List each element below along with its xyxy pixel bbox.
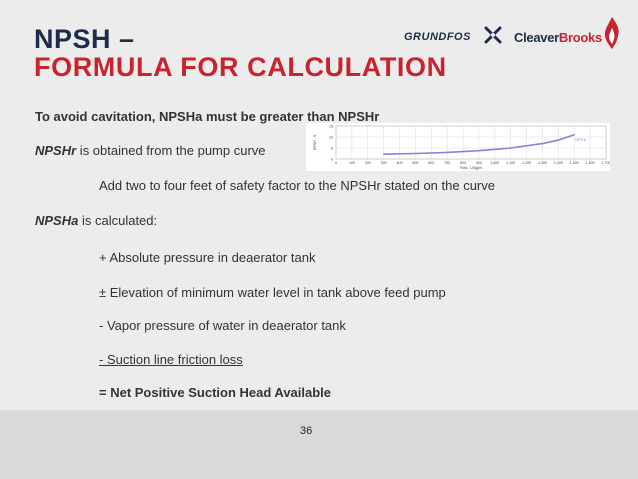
chart-y-tick-label: 10 bbox=[329, 135, 333, 140]
formula-item-elevation: ± Elevation of minimum water level in tank above feed pump bbox=[99, 285, 446, 300]
grundfos-x-icon bbox=[484, 26, 502, 44]
chart-point bbox=[478, 150, 479, 151]
chart-x-axis-label: Flow - USgpm bbox=[459, 166, 483, 170]
chart-x-tick-label: 900 bbox=[475, 161, 482, 165]
chart-x-tick-label: 0 bbox=[335, 161, 337, 165]
chart-point bbox=[447, 152, 448, 153]
brooks-text: Brooks bbox=[558, 30, 602, 45]
chart-y-tick-label: 0 bbox=[331, 157, 333, 162]
chart-x-tick-label: 100 bbox=[348, 161, 355, 165]
chart-x-tick-label: 1,500 bbox=[569, 161, 579, 165]
chart-point bbox=[558, 139, 559, 140]
npshr-line bbox=[35, 143, 266, 158]
chart-point bbox=[383, 154, 384, 155]
chart-plot-area bbox=[336, 126, 606, 159]
chart-x-tick-label: 600 bbox=[428, 161, 435, 165]
slide-title-line1: NPSH – bbox=[34, 24, 135, 54]
formula-result-npsha: = Net Positive Suction Head Available bbox=[99, 385, 332, 400]
cleaver-text: Cleaver bbox=[514, 30, 559, 45]
chart-x-tick-label: 1,400 bbox=[553, 161, 563, 165]
chart-x-tick-label: 400 bbox=[396, 161, 403, 165]
chart-x-tick-label: 1,700 bbox=[601, 161, 610, 165]
formula-item-vapor-pressure: - Vapor pressure of water in deaerator tank bbox=[99, 318, 346, 333]
chart-x-tick-label: 1,600 bbox=[585, 161, 595, 165]
slide-title-line2: FORMULA FOR CALCULATION bbox=[34, 52, 447, 82]
npsha-rest: is calculated: bbox=[78, 213, 158, 228]
npshr-rest: is obtained from the pump curve bbox=[76, 143, 266, 158]
chart-x-tick-label: 1,000 bbox=[490, 161, 500, 165]
page-number: 36 bbox=[300, 425, 313, 437]
chart-y-axis-label: NPSH - ft bbox=[313, 134, 317, 151]
grundfos-logo: GRUNDFOS bbox=[404, 31, 471, 43]
npshr-term: NPSHr bbox=[35, 143, 77, 158]
formula-item-absolute-pressure: + Absolute pressure in deaerator tank bbox=[99, 250, 316, 265]
chart-x-tick-label: 500 bbox=[412, 161, 419, 165]
chart-x-tick-label: 800 bbox=[460, 161, 467, 165]
flame-icon bbox=[602, 16, 622, 50]
safety-factor-text: Add two to four feet of safety factor to the NPSHr stated on the curve bbox=[99, 178, 495, 193]
formula-item-friction-loss: - Suction line friction loss bbox=[99, 352, 243, 367]
chart-x-tick-label: 300 bbox=[380, 161, 387, 165]
heading-text: To avoid cavitation, NPSHa must be greater than NPSHr bbox=[35, 109, 380, 124]
npsh-pump-curve-chart bbox=[306, 123, 610, 171]
npsha-term: NPSHa bbox=[35, 213, 79, 228]
chart-x-tick-label: 1,100 bbox=[506, 161, 516, 165]
chart-point bbox=[574, 134, 575, 135]
cleaverbrooks-logo bbox=[514, 30, 602, 45]
footer-band bbox=[0, 410, 638, 479]
chart-y-tick-label: 15 bbox=[329, 124, 333, 129]
chart-x-tick-label: 1,200 bbox=[522, 161, 532, 165]
chart-x-tick-label: 200 bbox=[364, 161, 371, 165]
chart-series-label: NPSHr bbox=[575, 137, 586, 142]
chart-x-tick-label: 1,300 bbox=[537, 161, 547, 165]
chart-point bbox=[542, 143, 543, 144]
chart-point bbox=[510, 147, 511, 148]
chart-y-tick-label: 5 bbox=[331, 146, 333, 151]
chart-point bbox=[415, 153, 416, 154]
logos bbox=[404, 14, 624, 56]
npsha-line bbox=[35, 213, 157, 228]
chart-x-tick-label: 700 bbox=[444, 161, 451, 165]
